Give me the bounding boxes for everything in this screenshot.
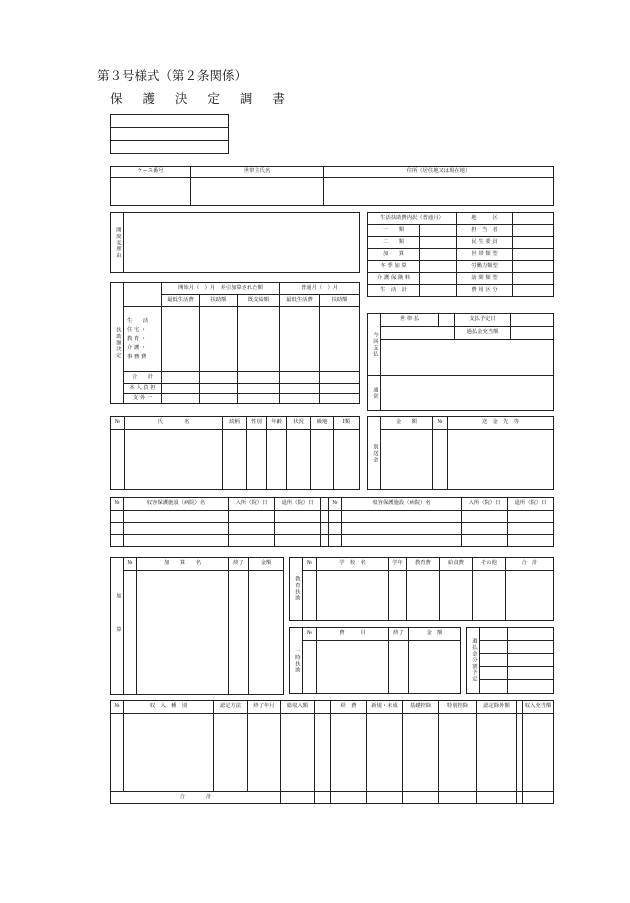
stamp-cell-3[interactable] [111, 141, 229, 154]
aid-cell[interactable] [162, 394, 200, 404]
income-special-label: 特別控除 [439, 701, 477, 714]
welfare-label: 民 生 委 員 [457, 237, 513, 249]
education-total-label: 合 計 [506, 558, 554, 571]
income-applied-label: 収入充当額 [523, 701, 554, 714]
facility-cell[interactable] [111, 511, 124, 523]
household-type-field[interactable] [513, 249, 554, 261]
aid-cell[interactable] [280, 307, 320, 372]
education-label: 教育扶助 [290, 558, 303, 621]
lump-sum-end-label: 終了 [389, 628, 409, 641]
member-sex-label: 性別 [247, 417, 267, 430]
aid-col-paid: 既支給額 [238, 295, 280, 307]
member-cell[interactable] [247, 430, 267, 490]
income-gap [315, 714, 331, 792]
overpay-plan-label: 過払金分割予定 [467, 628, 480, 694]
member-cell[interactable] [334, 430, 360, 490]
labor-type-field[interactable] [513, 261, 554, 273]
aid-row-education: 教 育 ・ [127, 335, 147, 342]
facility-cell[interactable] [229, 511, 275, 523]
facility-cell[interactable] [508, 523, 554, 535]
normal-field[interactable] [381, 376, 554, 411]
class1-field[interactable] [420, 225, 457, 237]
member-no-label: № [111, 417, 125, 430]
facility-cell[interactable] [342, 523, 462, 535]
facility-gap [321, 523, 329, 535]
income-cell[interactable] [403, 714, 439, 792]
member-grade-label: 級地 [311, 417, 334, 430]
facility-cell[interactable] [229, 523, 275, 535]
aid-cell[interactable] [280, 372, 320, 384]
income-method-label: 認定方法 [214, 701, 248, 714]
education-school-label: 学 校 名 [317, 558, 389, 571]
separate-cell[interactable] [448, 430, 554, 490]
separate-cell[interactable] [433, 430, 448, 490]
aid-cell[interactable] [238, 384, 280, 394]
income-sum-cell[interactable] [523, 792, 554, 804]
facility-cell[interactable] [329, 523, 342, 535]
staff-label: 担 当 者 [457, 225, 513, 237]
facility-enter-label-2: 入所（院）日 [462, 498, 508, 511]
aid-cell[interactable] [280, 394, 320, 404]
income-sum-cell[interactable] [331, 792, 367, 804]
aid-decision-label: 扶助額決定 [111, 283, 124, 404]
member-cell[interactable] [111, 430, 125, 490]
aid-cell[interactable] [320, 307, 360, 372]
income-gap [315, 701, 331, 714]
insurance-label: 介 護 保 険 料 [368, 273, 420, 285]
overpay-cell[interactable] [480, 654, 508, 667]
overpay-cell[interactable] [480, 641, 508, 654]
lump-sum-cell[interactable] [389, 641, 409, 694]
income-cell[interactable] [477, 714, 517, 792]
aid-cell[interactable] [320, 394, 360, 404]
facility-cell[interactable] [342, 535, 462, 547]
income-end-label: 終了年月 [248, 701, 281, 714]
aid-cell[interactable] [238, 394, 280, 404]
separate-cell[interactable] [381, 430, 433, 490]
aid-row-labels [124, 307, 162, 372]
facility-cell[interactable] [124, 511, 229, 523]
aid-col-aid1: 扶助額 [200, 295, 238, 307]
income-sum-cell[interactable] [281, 792, 315, 804]
facility-cell[interactable] [329, 511, 342, 523]
aid-header-normal: 普通月（ ）月 [280, 283, 360, 295]
overpay-plan-table [466, 627, 554, 694]
education-cell[interactable] [473, 571, 506, 621]
income-cell[interactable] [111, 714, 124, 792]
facility-cell[interactable] [508, 511, 554, 523]
education-cell[interactable] [389, 571, 407, 621]
living-total-field[interactable] [420, 285, 457, 297]
member-cell[interactable] [287, 430, 311, 490]
income-cell[interactable] [124, 714, 214, 792]
income-total-label: 総収入額 [281, 701, 315, 714]
income-expense-label: 経 費 [331, 701, 367, 714]
aid-row-office: 事 務 費 [127, 353, 147, 360]
reason-field[interactable] [124, 213, 360, 273]
addition-no-label: № [124, 558, 137, 571]
household-type-label: 世 帯 類 型 [457, 249, 513, 261]
addition-cell[interactable] [124, 571, 137, 695]
income-cell[interactable] [331, 714, 367, 792]
income-cell[interactable] [214, 714, 248, 792]
case-no-field[interactable] [111, 178, 191, 206]
member-status-label: 状況 [287, 417, 311, 430]
header-table [110, 166, 554, 206]
breakdown-title: 生活扶助費内訳（普通月） [368, 213, 457, 225]
member-cell[interactable] [267, 430, 287, 490]
addition-cell[interactable] [137, 571, 229, 695]
aid-cell[interactable] [200, 394, 238, 404]
case-no-label: ケース番号 [111, 167, 191, 178]
lump-sum-table [289, 627, 461, 694]
facility-cell[interactable] [111, 535, 124, 547]
education-lunch-label: 給食費 [440, 558, 473, 571]
visit-type-field[interactable] [513, 273, 554, 285]
separate-amount-label: 金 額 [381, 417, 433, 430]
education-table [289, 557, 554, 621]
income-basic-label: 基礎控除 [403, 701, 439, 714]
overpay-label: 過払金充当額 [455, 327, 511, 340]
education-cell[interactable] [407, 571, 440, 621]
householder-pay-label: 世 帯 払 [381, 314, 439, 327]
facility-cell[interactable] [508, 535, 554, 547]
this-time-field[interactable] [381, 340, 554, 376]
separate-table [367, 416, 554, 490]
member-relation-label: 続柄 [223, 417, 247, 430]
aid-header-start: 開始月（ ）月 差引加算された額 [162, 283, 280, 295]
facility-cell[interactable] [124, 535, 229, 547]
stamp-box [110, 114, 229, 154]
facility-gap [321, 511, 329, 523]
schedule-field[interactable] [511, 314, 554, 327]
addition-label: 加 算 [368, 249, 420, 261]
reason-table [110, 212, 360, 273]
aid-col-min1: 最低生活費 [162, 295, 200, 307]
lump-sum-item-label: 費 目 [317, 628, 389, 641]
facility-cell[interactable] [124, 523, 229, 535]
form-title: 保 護 決 定 調 書 [110, 91, 293, 106]
normal-label: 通常 [368, 376, 381, 411]
income-sum-cell[interactable] [439, 792, 477, 804]
class2-label: 二 類 [368, 237, 420, 249]
address-label: 住所（居住地又は現在地） [324, 167, 554, 178]
addition-table [110, 557, 284, 695]
facility-cell[interactable] [275, 535, 321, 547]
stamp-cell-2[interactable] [111, 128, 229, 141]
addition-amount-label: 金額 [249, 558, 284, 571]
facility-cell[interactable] [462, 511, 508, 523]
income-cell[interactable] [281, 714, 315, 792]
income-new-label: 新規・未成 [367, 701, 403, 714]
address-field[interactable] [324, 178, 554, 206]
aid-cell[interactable] [238, 372, 280, 384]
income-sum-label: 合 計 [111, 792, 281, 804]
householder-label: 世帯主氏名 [191, 167, 324, 178]
overpay-cell[interactable] [508, 680, 554, 694]
member-name-label: 氏 名 [125, 417, 223, 430]
facility-leave-label: 退所（院）日 [275, 498, 321, 511]
member-cell[interactable] [223, 430, 247, 490]
aid-cell[interactable] [280, 384, 320, 394]
overpay-cell[interactable] [508, 641, 554, 654]
lump-sum-label: 一時扶助 [290, 628, 303, 694]
income-no-label: № [111, 701, 124, 714]
overpay-field[interactable] [511, 327, 554, 340]
member-category-label: Ⅰ類 [334, 417, 360, 430]
visit-type-label: 訪 問 類 型 [457, 273, 513, 285]
addition-cell[interactable] [229, 571, 249, 695]
education-cost-label: 教育費 [407, 558, 440, 571]
district-label: 地 区 [457, 213, 513, 225]
facility-cell[interactable] [275, 511, 321, 523]
addition-field[interactable] [420, 249, 457, 261]
facility-cell[interactable] [275, 523, 321, 535]
addition-name-label: 加 算 名 [137, 558, 229, 571]
facility-gap [321, 498, 329, 511]
aid-col-min2: 最低生活費 [280, 295, 320, 307]
pay-cell[interactable] [381, 327, 455, 340]
aid-cell[interactable] [320, 384, 360, 394]
overpay-cell[interactable] [508, 628, 554, 641]
member-age-label: 年齢 [267, 417, 287, 430]
overpay-cell[interactable] [480, 628, 508, 641]
lump-sum-cell[interactable] [303, 641, 317, 694]
overpay-cell[interactable] [480, 667, 508, 680]
income-sum-cell[interactable] [367, 792, 403, 804]
aid-cell[interactable] [200, 307, 238, 372]
income-cell[interactable] [523, 714, 554, 792]
aid-corner [124, 283, 162, 307]
aid-cell[interactable] [200, 372, 238, 384]
facility-cell[interactable] [111, 523, 124, 535]
aid-decision-table [110, 282, 360, 404]
reason-label: 開廃変理由 [111, 213, 124, 273]
cost-class-field[interactable] [513, 285, 554, 297]
facility-cell[interactable] [462, 523, 508, 535]
stamp-cell-1[interactable] [111, 115, 229, 128]
staff-field[interactable] [513, 225, 554, 237]
facility-leave-label-2: 退所（院）日 [508, 498, 554, 511]
member-cell[interactable] [125, 430, 223, 490]
lump-sum-cell[interactable] [409, 641, 461, 694]
aid-total-label: 合 計 [124, 372, 162, 384]
schedule-label: 支払予定日 [455, 314, 511, 327]
facility-no-label-2: № [329, 498, 342, 511]
separate-destination-label: 送 金 先 等 [448, 417, 554, 430]
facility-gap [321, 535, 329, 547]
separate-no-label: № [433, 417, 448, 430]
separate-label: 別送金 [368, 417, 381, 490]
income-excluded-label: 認定除外額 [477, 701, 517, 714]
insurance-field[interactable] [420, 273, 457, 285]
aid-burden-label: 本 人 負 担 [124, 384, 162, 394]
income-gap [315, 792, 331, 804]
class1-label: 一 類 [368, 225, 420, 237]
overpay-cell[interactable] [508, 667, 554, 680]
householder-pay-field[interactable] [439, 314, 455, 327]
income-cell[interactable] [367, 714, 403, 792]
income-cell[interactable] [439, 714, 477, 792]
payment-table [367, 313, 554, 411]
aid-cell[interactable] [320, 372, 360, 384]
education-cell[interactable] [317, 571, 389, 621]
overpay-cell[interactable] [508, 654, 554, 667]
welfare-field[interactable] [513, 237, 554, 249]
facility-enter-label: 入所（院）日 [229, 498, 275, 511]
aid-row-housing: 住 宅 ・ [127, 326, 147, 333]
aid-cell[interactable] [162, 384, 200, 394]
education-no-label: № [303, 558, 317, 571]
addition-label: 加算 [111, 558, 124, 695]
education-other-label: その他 [473, 558, 506, 571]
lump-sum-amount-label: 金 額 [409, 628, 461, 641]
aid-row-care: 介 護 ・ [127, 344, 147, 351]
aid-col-aid2: 扶助額 [320, 295, 360, 307]
aid-cell[interactable] [162, 307, 200, 372]
facility-cell[interactable] [462, 535, 508, 547]
district-field[interactable] [513, 213, 554, 225]
education-cell[interactable] [440, 571, 473, 621]
householder-field[interactable] [191, 178, 324, 206]
cost-class-label: 費 用 区 分 [457, 285, 513, 297]
winter-field[interactable] [420, 261, 457, 273]
aid-row-living: 生 活 [127, 317, 149, 324]
labor-type-label: 労働力類型 [457, 261, 513, 273]
lump-sum-cell[interactable] [317, 641, 389, 694]
income-cell[interactable] [248, 714, 281, 792]
this-time-label: 今回支払 [368, 314, 381, 376]
living-total-label: 生 活 計 [368, 285, 420, 297]
facility-cell[interactable] [329, 535, 342, 547]
aid-outside-label: 支 外 一 [124, 394, 162, 404]
income-table [110, 700, 554, 804]
aid-cell[interactable] [162, 372, 200, 384]
form-code: 第３号様式（第２条関係） [97, 68, 248, 83]
breakdown-table [367, 212, 554, 297]
education-cell[interactable] [506, 571, 554, 621]
income-type-label: 収 入 種 別 [124, 701, 214, 714]
facility-name-label: 収容保護施設（病院）名 [124, 498, 229, 511]
class2-field[interactable] [420, 237, 457, 249]
addition-end-label: 終了 [229, 558, 249, 571]
facility-no-label: № [111, 498, 124, 511]
lump-sum-no-label: № [303, 628, 317, 641]
education-grade-label: 学年 [389, 558, 407, 571]
facility-cell[interactable] [342, 511, 462, 523]
winter-label: 冬 季 加 算 [368, 261, 420, 273]
income-sum-cell[interactable] [403, 792, 439, 804]
aid-cell[interactable] [200, 384, 238, 394]
income-sum-cell[interactable] [477, 792, 517, 804]
members-table [110, 416, 360, 490]
overpay-cell[interactable] [480, 680, 508, 694]
facility-table [110, 497, 554, 547]
facility-cell[interactable] [229, 535, 275, 547]
member-cell[interactable] [311, 430, 334, 490]
addition-cell[interactable] [249, 571, 284, 695]
facility-name-label-2: 収容保護施設（病院）名 [342, 498, 462, 511]
aid-cell[interactable] [238, 307, 280, 372]
education-cell[interactable] [303, 571, 317, 621]
